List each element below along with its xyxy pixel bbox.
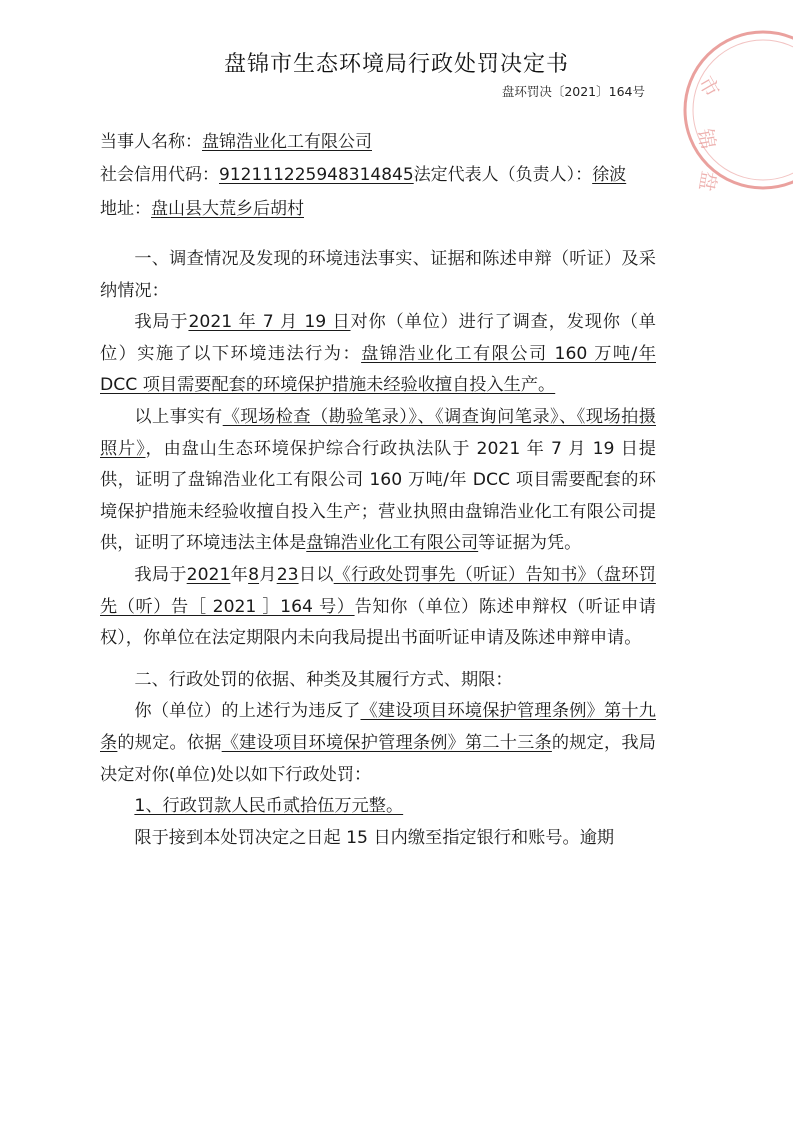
- penalty-item: 1、行政罚款人民币贰拾伍万元整。: [134, 796, 404, 817]
- document-body: [100, 244, 656, 854]
- svg-text:市: 市: [693, 71, 725, 102]
- address-label: 地址：: [100, 199, 151, 219]
- violated-law: 《建设项目环境保护管理条例》第十九条: [100, 701, 656, 753]
- section-1-paragraph-1: 我局于2021 年 7 月 19 日对你（单位）进行了调查，发现你（单位）实施了以下环境违法行为：盘锦浩业化工有限公司 160 万吨/年 DCC 项目需要配套的环境保护措施未经验收擅自投入生产。: [100, 312, 656, 396]
- section-2-paragraph-2: 限于接到本处罚决定之日起 15 日内缴至指定银行和账号。逾期: [134, 827, 615, 848]
- section-1-paragraph-2: 以上事实有《现场检查（勘验笔录）》、《调查询问笔录》、《现场拍摄照片》，由盘山生态环境保护综合行政执法队于 2021 年 7 月 19 日提供，证明了盘锦浩业化工有限公司 160 万吨/年 DCC 项目需要配套的环境保护措施未经验收擅自投入生产；营业执照由盘锦浩业化工有限公司提供，证明了环境违法主体是盘锦浩业化工有限公司等证据为凭。: [100, 406, 656, 554]
- document-number: 盘环罚决〔2021〕164号: [501, 84, 645, 99]
- penalty-basis-law: 《建设项目环境保护管理条例》第二十三条: [221, 732, 552, 753]
- violation-fact: 盘锦浩业化工有限公司 160 万吨/年 DCC 项目需要配套的环境保护措施未经验收擅自投入生产。: [100, 343, 656, 396]
- credit-code-row: [100, 164, 626, 186]
- page-title: 盘锦市生态环境局行政处罚决定书: [223, 52, 569, 77]
- inspection-date: 2021 年 7 月 19 日: [188, 312, 351, 333]
- section-2-heading: 二、行政处罚的依据、种类及其履行方式、期限：: [134, 669, 513, 690]
- legal-rep: 徐波: [592, 165, 627, 185]
- prior-notice-ref: 《行政处罚事先（听证）告知书》（盘环罚先（听）告［ 2021 ］164 号）: [100, 564, 656, 617]
- section-1-heading: 一、调查情况及发现的环境违法事实、证据和陈述申辩（听证）及采纳情况：: [100, 249, 656, 301]
- violation-subject: 盘锦浩业化工有限公司: [306, 533, 479, 554]
- credit-code: 912111225948314845: [219, 165, 414, 185]
- section-2-paragraph-1: 你（单位）的上述行为违反了《建设项目环境保护管理条例》第十九条的规定。依据《建设项目环境保护管理条例》第二十三条的规定，我局决定对你(单位)处以如下行政处罚：: [100, 701, 656, 785]
- party-name-row: [100, 131, 372, 153]
- evidence-list: 《现场检查（勘验笔录）》、《调查询问笔录》、《现场拍摄照片》: [100, 406, 656, 459]
- section-1-paragraph-3: 我局于2021年8月23日以《行政处罚事先（听证）告知书》（盘环罚先（听）告［ 2021 ］164 号）告知你（单位）陈述申辩权（听证申请权），你单位在法定期限内未向我局提出书面听证申请及陈述申辩申请。: [100, 564, 656, 649]
- svg-text:盘: 盘: [694, 169, 722, 193]
- party-name: 盘锦浩业化工有限公司: [202, 132, 372, 152]
- credit-code-label: 社会信用代码：: [100, 165, 219, 185]
- legal-rep-label: 法定代表人（负责人）：: [413, 165, 593, 185]
- party-name-label: 当事人名称：: [100, 132, 202, 152]
- svg-text:锦: 锦: [693, 126, 721, 151]
- address-row: [100, 198, 304, 220]
- address: 盘山县大荒乡后胡村: [151, 199, 304, 219]
